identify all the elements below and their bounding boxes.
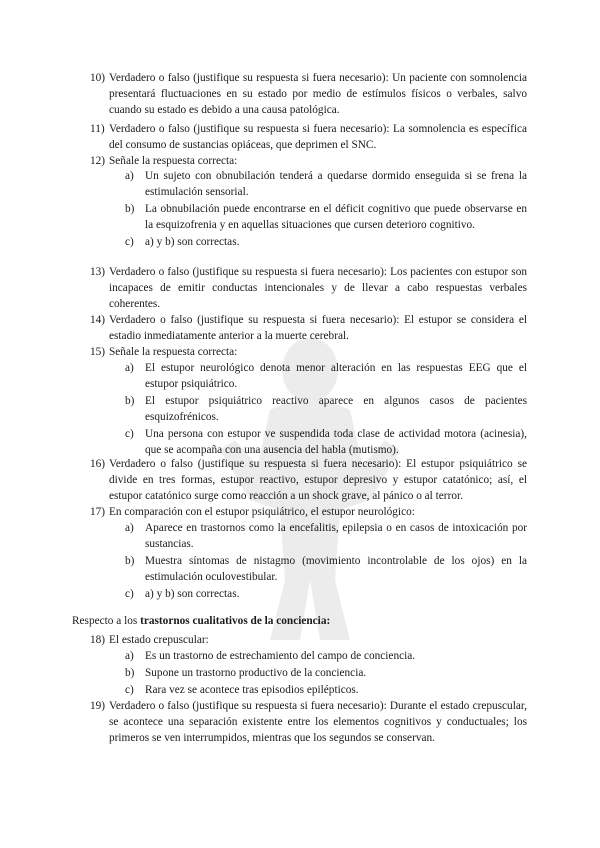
option-a [125,168,527,200]
section-prefix: Respecto a los [72,615,141,627]
option-letter: b) [125,395,135,407]
question-14 [90,312,527,344]
question-text: Verdadero o falso (justifique su respuesta si fuera necesario): El estupor psiquiátrico se divide en tres formas, estupor reactivo, estupor depresivo y estupor catatónico; así, el estupor catatónico surge como reacción a un shock grave, al pánico o al terror. [109,458,527,502]
option-text: a) y b) son correctas. [145,588,240,600]
option-letter: a) [125,170,134,182]
question-16 [90,456,527,504]
option-letter: c) [125,684,134,696]
question-15-options [125,360,527,459]
question-text: Verdadero o falso (justifique su respuesta si fuera necesario): Durante el estado crepuscular, se acontece una separación existente entre los elementos cognitivos y conductuales; los primeros se ven interrumpidos, mientras que los segundos se conservan. [109,700,527,744]
question-18 [90,632,527,648]
option-text: Supone un trastorno productivo de la conciencia. [145,667,367,679]
option-letter: c) [125,428,134,440]
option-b [125,553,527,585]
question-number: 16) [90,458,106,470]
option-c [125,586,527,602]
question-text: Señale la respuesta correcta: [109,155,238,167]
option-a [125,520,527,552]
option-b [125,201,527,233]
question-number: 15) [90,346,106,358]
question-15 [90,344,527,360]
option-text: El estupor psiquiátrico reactivo aparece en algunos casos de pacientes esquizofrénicos. [145,395,527,423]
option-text: Una persona con estupor ve suspendida toda clase de actividad motora (acinesia), que se acompaña con una ausencia del habla (mutismo). [145,428,527,456]
option-text: Aparece en trastornos como la encefalitis, epilepsia o en casos de intoxicación por sustancias. [145,522,527,550]
question-number: 10) [90,72,106,84]
question-number: 11) [90,123,105,135]
question-10 [90,70,527,118]
option-letter: c) [125,588,134,600]
option-letter: b) [125,555,135,567]
section-heading [72,613,532,629]
option-letter: b) [125,667,135,679]
question-number: 18) [90,634,106,646]
question-11 [90,121,527,153]
option-letter: a) [125,522,134,534]
option-c [125,426,527,458]
question-17-options [125,520,527,603]
option-a [125,648,527,664]
option-text: Muestra síntomas de nistagmo (movimiento incontrolable de los ojos) en la estimulación oculovestibular. [145,555,527,583]
option-text: La obnubilación puede encontrarse en el déficit cognitivo que puede observarse en la esquizofrenia y en aquellas situaciones que cursen deterioro cognitivo. [145,203,527,231]
question-17 [90,504,527,520]
section-bold-title: trastornos cualitativos de la conciencia: [140,615,331,627]
question-text: Señale la respuesta correcta: [109,346,238,358]
question-text: En comparación con el estupor psiquiátrico, el estupor neurológico: [109,506,415,518]
question-12-options [125,168,527,251]
option-text: Es un trastorno de estrechamiento del campo de conciencia. [145,650,416,662]
question-text: Verdadero o falso (justifique su respuesta si fuera necesario): Los pacientes con estupor son incapaces de emitir conductas intencionales y de llevar a cabo respuestas verbales coherentes. [109,266,527,310]
option-text: a) y b) son correctas. [145,236,240,248]
option-b [125,665,527,681]
question-12 [90,153,527,169]
option-text: El estupor neurológico denota menor alteración en las respuestas EEG que el estupor psiquiátrico. [145,362,527,390]
option-letter: a) [125,650,134,662]
option-letter: b) [125,203,135,215]
question-18-options [125,648,527,699]
question-13 [90,264,527,312]
question-number: 13) [90,266,106,278]
question-text: Verdadero o falso (justifique su respuesta si fuera necesario): La somnolencia es específica del consumo de sustancias opiáceas, que deprimen el SNC. [109,123,527,151]
option-c [125,682,527,698]
option-b [125,393,527,425]
question-19 [90,698,527,746]
question-number: 12) [90,155,106,167]
question-number: 17) [90,506,106,518]
option-text: Un sujeto con obnubilación tenderá a quedarse dormido enseguida si se frena la estimulación sensorial. [145,170,527,198]
option-c [125,234,527,250]
question-text: El estado crepuscular: [109,634,209,646]
question-text: Verdadero o falso (justifique su respuesta si fuera necesario): El estupor se considera el estadio inmediatamente anterior a la muerte cerebral. [109,314,527,342]
option-a [125,360,527,392]
question-text: Verdadero o falso (justifique su respuesta si fuera necesario): Un paciente con somnolencia presentará fluctuaciones en su estado por medio de estímulos físicos o verbales, salvo cuando su estado es debido a una causa patológica. [109,72,527,116]
option-letter: a) [125,362,134,374]
question-number: 19) [90,700,106,712]
option-text: Rara vez se acontece tras episodios epilépticos. [145,684,359,696]
question-number: 14) [90,314,106,326]
option-letter: c) [125,236,134,248]
